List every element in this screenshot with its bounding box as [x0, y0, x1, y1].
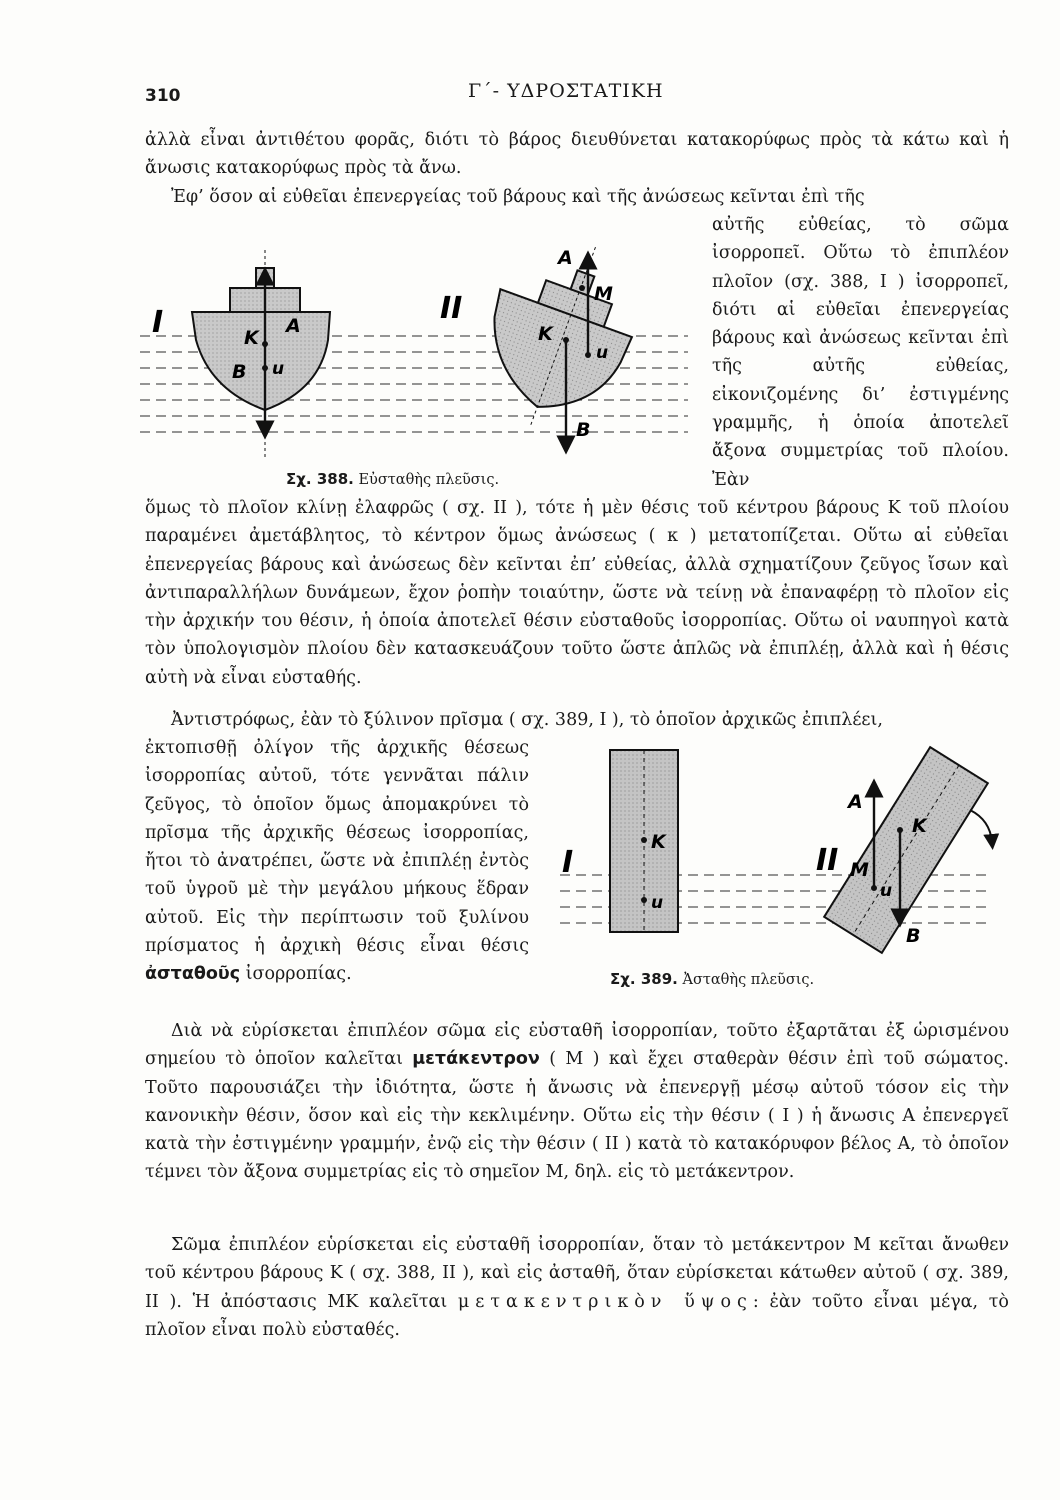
- paragraph-2-top: Ἐφ’ ὅσον αἱ εὐθεῖαι ἐπενεργείας τοῦ βάρους καὶ τῆς ἀνώσεως κεῖνται ἐπὶ τῆς: [171, 187, 865, 207]
- paragraph-3-top: Ἀντιστρόφως, ἐὰν τὸ ξύλινον πρῖσμα ( σχ. 389, I ), τὸ ὁποῖον ἀρχικῶς ἐπιπλέει,: [171, 710, 883, 730]
- fig389-label-B-tilted: B: [906, 925, 921, 947]
- keyword-metacenter: μετάκεντρον: [412, 1049, 540, 1070]
- fig389-label-I: I: [562, 845, 574, 880]
- prism-tilted: [824, 747, 988, 953]
- paragraph-5-a: Σῶμα ἐπιπλέον εὑρίσκεται εἰς εὐσταθῆ ἰσορροπίαν, ὅταν τὸ μετάκεντρον Μ κεῖται ἄνωθεν τοῦ κέντρου βάρους Κ ( σχ. 388, II ), καὶ εἰς ἀσταθῆ, ὅταν εὑρίσκεται κάτωθεν αὐτοῦ ( σχ. 389, II ). Ἡ ἀπόστασις ΜΚ καλεῖται: [145, 1235, 1009, 1312]
- fig389-label-A-tilted: A: [848, 791, 863, 813]
- figure-389: [560, 750, 1010, 970]
- fig388-label-A-upright: A: [286, 315, 301, 337]
- running-title: Γ΄- ΥΔΡΟΣΤΑΤΙΚΗ: [468, 80, 664, 102]
- figure-388: [140, 240, 680, 460]
- fig389-label-M-tilted: M: [850, 859, 869, 881]
- fig388-label-u-upright: u: [272, 359, 285, 379]
- fig389-caption-number: Σχ. 389.: [610, 970, 678, 988]
- rotation-arrow: [970, 810, 992, 842]
- fig388-caption-number: Σχ. 388.: [286, 470, 354, 488]
- fig389-label-u-upright: u: [651, 893, 664, 913]
- fig388-label-K-upright: K: [244, 327, 259, 349]
- fig388-label-K-tilted: K: [538, 323, 553, 345]
- fig388-label-B-tilted: B: [576, 419, 591, 441]
- paragraph-3-side-a: ἐκτοπισθῇ ὀλίγον τῆς ἀρχικῆς θέσεως ἰσορροπίας αὐτοῦ, τότε γεννᾶται πάλιν ζεῦγος, τὸ ὁποῖον ὅμως ἀπομακρύνει τὸ πρῖσμα τῆς ἀρχικῆς θέσεως ἰσορροπίας, ἤτοι τὸ ἀνατρέπει, ὥστε νὰ ἐπιπλέῃ ἐντὸς τοῦ ὑγροῦ μὲ τὴν μεγάλου μήκους ἕδραν αὐτοῦ. Εἰς τὴν περίπτωσιν τοῦ ξυλίνου πρίσματος ἡ ἀρχικὴ θέσις εἶναι θέσις: [145, 738, 529, 957]
- keyword-metacentric-height: μετακεντρικὸν ὕψος: [457, 1291, 753, 1312]
- fig388-label-A-tilted: A: [558, 247, 573, 269]
- fig389-label-K-tilted: K: [912, 815, 927, 837]
- paragraph-4-b: ( Μ ) καὶ ἔχει σταθερὰν θέσιν ἐπὶ τοῦ σώματος. Τοῦτο παρουσιάζει τὴν ἰδιότητα, ὥστε ἡ ἄνωσις νὰ ἐπενεργῇ μέσῳ αὐτοῦ τόσον εἰς τὴν κανονικὴν θέσιν, ὅσον καὶ εἰς τὴν κεκλιμένην. Οὕτω εἰς τὴν θέσιν ( I ) ἡ ἄνωσις Α ἐπενεργεῖ κατὰ τὴν ἐστιγμένην γραμμήν, ἐνῷ εἰς τὴν θέσιν ( II ) κατὰ τὸ κατακόρυφον βέλος Α, τὸ ὁποῖον τέμνει τὸν ἄξονα συμμετρίας εἰς τὸ σημεῖον Μ, δηλ. εἰς τὸ μετάκεντρον.: [145, 1049, 1009, 1183]
- fig388-label-I: I: [152, 305, 164, 340]
- fig388-caption: [286, 470, 499, 488]
- fig388-caption-text: Εὐσταθὴς πλεῦσις.: [358, 472, 500, 488]
- keyword-unstable: ἀσταθοῦς: [145, 964, 241, 985]
- fig389-label-u-tilted: u: [880, 881, 893, 901]
- paragraph-3-side: [145, 734, 529, 989]
- fig389-label-K-upright: K: [651, 831, 666, 853]
- fig388-label-u-tilted: u: [596, 343, 609, 363]
- paragraph-4: [145, 1017, 1009, 1187]
- paragraph-2-side: αὐτῆς εὐθείας, τὸ σῶμα ἰσορροπεῖ. Οὕτω τὸ ἐπιπλέον πλοῖον (σχ. 388, I ) ἰσορροπεῖ, διότι αἱ εὐθεῖαι ἐπενεργείας βάρους καὶ ἀνώσεως κεῖνται ἐπὶ τῆς αὐτῆς εὐθείας, εἰκονιζομένης δι’ ἐστιγμένης γραμμῆς, ἡ ὁποία ἀποτελεῖ ἄξονα συμμετρίας τοῦ πλοίου. Ἐὰν: [712, 215, 1009, 490]
- paragraph-5-b: : ἐὰν τοῦτο εἶναι μέγα, τὸ πλοῖον εἶναι πολὺ εὐσταθές.: [145, 1291, 1009, 1340]
- fig388-label-M-tilted: M: [594, 283, 613, 305]
- paragraph-1: ἀλλὰ εἶναι ἀντιθέτου φορᾶς, διότι τὸ βάρος διευθύνεται κατακορύφως πρὸς τὰ κάτω καὶ ἡ ἄνωσις κατακορύφως πρὸς τὰ ἄνω.: [145, 130, 1009, 179]
- page-number: 310: [145, 86, 181, 106]
- fig388-label-II: II: [440, 291, 463, 326]
- paragraph-3-side-b: ἰσορροπίας.: [245, 964, 352, 985]
- fig388-label-B-upright: B: [232, 361, 247, 383]
- ship-upright: [192, 250, 330, 460]
- fig389-label-II: II: [816, 843, 839, 878]
- paragraph-5: [145, 1231, 1009, 1344]
- paragraph-4-a: Διὰ νὰ εὑρίσκεται ἐπιπλέον σῶμα εἰς εὐσταθῆ ἰσορροπίαν, τοῦτο ἐξαρτᾶται ἐξ ὡρισμένου σημείου τὸ ὁποῖον καλεῖται: [145, 1021, 1009, 1070]
- fig389-caption-text: Ἀσταθὴς πλεῦσις.: [682, 972, 815, 988]
- fig389-caption: [610, 970, 814, 988]
- paragraph-2-rest: ὅμως τὸ πλοῖον κλίνῃ ἐλαφρῶς ( σχ. II ), τότε ἡ μὲν θέσις τοῦ κέντρου βάρους Κ τοῦ πλοίου παραμένει ἀμετάβλητος, τὸ κέντρον ὅμως ἀνώσεως ( κ ) μετατοπίζεται. Οὕτω αἱ εὐθεῖαι ἐπενεργείας βάρους καὶ ἀνώσεως δὲν κεῖνται ἐπ’ εὐθείας, ἀλλὰ σχηματίζουν ζεῦγος ἴσων καὶ ἀντιπαραλλήλων δυνάμεων, ἔχον ῥοπὴν τοιαύτην, ὥστε νὰ τείνῃ νὰ ἐπαναφέρῃ τὸ πλοῖον εἰς τὴν ἀρχικήν του θέσιν, ἡ ὁποία ἀποτελεῖ θέσιν εὐσταθοῦς ἰσορροπίας. Οὕτω οἱ ναυπηγοὶ κατὰ τὸν ὑπολογισμὸν πλοίου δὲν κατασκευάζουν τοῦτο ὥστε ἁπλῶς νὰ ἐπιπλέῃ, ἀλλὰ καὶ ἡ θέσις αὐτὴ νὰ εἶναι εὐσταθής.: [145, 498, 1009, 688]
